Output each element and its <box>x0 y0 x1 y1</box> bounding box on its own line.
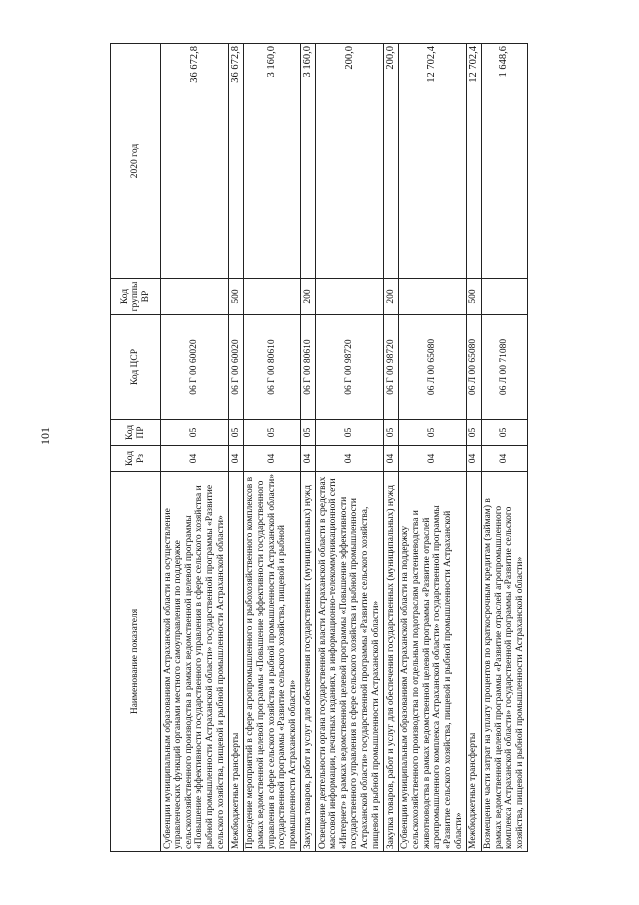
cell-pr: 05 <box>398 420 466 446</box>
cell-csr: 06 Г 00 80610 <box>300 315 315 420</box>
cell-rz: 04 <box>161 446 229 472</box>
cell-pr: 05 <box>243 420 300 446</box>
cell-csr: 06 Г 00 98720 <box>315 315 383 420</box>
table-body <box>161 44 528 852</box>
cell-csr: 06 Г 00 80610 <box>243 315 300 420</box>
cell-csr: 06 Л 00 65080 <box>466 315 481 420</box>
cell-amount: 36 672,8 <box>161 44 229 279</box>
cell-amount: 1 648,6 <box>481 44 527 279</box>
header-pr: Код ПР <box>111 420 161 446</box>
cell-amount: 12 702,4 <box>398 44 466 279</box>
table-row <box>481 44 527 852</box>
cell-csr: 06 Г 00 98720 <box>383 315 398 420</box>
table-row <box>243 44 300 852</box>
header-row <box>111 44 161 852</box>
cell-rz: 04 <box>383 446 398 472</box>
cell-rz: 04 <box>398 446 466 472</box>
cell-rz: 04 <box>315 446 383 472</box>
cell-vr: 500 <box>228 279 243 315</box>
cell-name: Межбюджетные трансферты <box>228 472 243 852</box>
cell-name: Возмещение части затрат на уплату процентов по краткосрочным кредитам (займам) в рамках ведомственной целевой программы «Развитие отраслей агропромышленного комплекса Астраханской области» государственной программы «Развитие сельского хозяйства, пищевой и рыбной промышленности Астраханской области» <box>481 472 527 852</box>
cell-vr: 200 <box>300 279 315 315</box>
cell-csr: 06 Г 00 60020 <box>228 315 243 420</box>
cell-pr: 05 <box>228 420 243 446</box>
cell-pr: 05 <box>466 420 481 446</box>
table-row <box>315 44 383 852</box>
cell-pr: 05 <box>315 420 383 446</box>
cell-amount: 200,0 <box>315 44 383 279</box>
table-row <box>300 44 315 852</box>
cell-name: Закупка товаров, работ и услуг для обеспечения государственных (муниципальных) нужд <box>383 472 398 852</box>
cell-amount: 36 672,8 <box>228 44 243 279</box>
cell-amount: 3 160,0 <box>300 44 315 279</box>
cell-rz: 04 <box>466 446 481 472</box>
table-row <box>161 44 229 852</box>
page-number: 101 <box>38 427 52 445</box>
cell-csr: 06 Л 00 65080 <box>398 315 466 420</box>
cell-name: Субвенции муниципальным образованиям Астраханской области на осуществление управленческих функций органами местного самоуправления по поддержке сельскохозяйственного производства в рамках ведомственной целевой программы «Повышение эффективности государственного управления в сфере сельского хозяйства и рыбной промышленности Астраханской области» государственной программы «Развитие сельского хозяйства, пищевой и рыбной промышленности Астраханской области» <box>161 472 229 852</box>
cell-name: Освещение деятельности органа государственной власти Астраханской области в средствах массовой информации, печатных изданиях, в информационно-телекоммуникационной сети «Интернет» в рамках ведомственной целевой программы «Повышение эффективности государственного управления в сфере сельского хозяйства и рыбной промышленности Астраханской области» государственной программы «Развитие сельского хозяйства, пищевой и рыбной промышленности Астраханской области» <box>315 472 383 852</box>
cell-pr: 05 <box>300 420 315 446</box>
table-row <box>383 44 398 852</box>
cell-pr: 05 <box>481 420 527 446</box>
cell-name: Проведение мероприятий в сфере агропромышленного и рыбохозяйственного комплексов в рамках ведомственной целевой программы «Повышение эффективности государственного управления в сфере сельского хозяйства и рыбной промышленности Астраханской области» государственной программы «Развитие сельского хозяйства, пищевой и рыбной промышленности Астраханской области» <box>243 472 300 852</box>
cell-rz: 04 <box>228 446 243 472</box>
cell-name: Закупка товаров, работ и услуг для обеспечения государственных (муниципальных) нужд <box>300 472 315 852</box>
cell-csr: 06 Л 00 71080 <box>481 315 527 420</box>
header-vr: Код группы ВР <box>111 279 161 315</box>
cell-vr: 200 <box>383 279 398 315</box>
cell-vr <box>398 279 466 315</box>
cell-vr <box>315 279 383 315</box>
cell-pr: 05 <box>161 420 229 446</box>
cell-amount: 12 702,4 <box>466 44 481 279</box>
cell-rz: 04 <box>300 446 315 472</box>
cell-vr <box>161 279 229 315</box>
cell-name: Межбюджетные трансферты <box>466 472 481 852</box>
cell-csr: 06 Г 00 60020 <box>161 315 229 420</box>
cell-vr <box>481 279 527 315</box>
cell-amount: 200,0 <box>383 44 398 279</box>
header-name: Наименование показателя <box>111 472 161 852</box>
cell-pr: 05 <box>383 420 398 446</box>
header-rz: Код Рз <box>111 446 161 472</box>
cell-rz: 04 <box>243 446 300 472</box>
cell-vr <box>243 279 300 315</box>
cell-name: Субвенции муниципальным образованиям Астраханской области на поддержку сельскохозяйственного производства по отдельным подотраслям растениеводства и животноводства в рамках ведомственной целевой программы «Развитие отраслей агропромышленного комплекса Астраханской области» государственной программы «Развитие сельского хозяйства, пищевой и рыбной промышленности Астраханской области» <box>398 472 466 852</box>
table-row <box>228 44 243 852</box>
cell-vr: 500 <box>466 279 481 315</box>
cell-amount: 3 160,0 <box>243 44 300 279</box>
cell-rz: 04 <box>481 446 527 472</box>
budget-table-rotated <box>110 44 528 852</box>
table-row <box>466 44 481 852</box>
budget-table <box>110 43 528 852</box>
table-row <box>398 44 466 852</box>
header-year: 2020 год <box>111 44 161 279</box>
header-csr: Код ЦСР <box>111 315 161 420</box>
